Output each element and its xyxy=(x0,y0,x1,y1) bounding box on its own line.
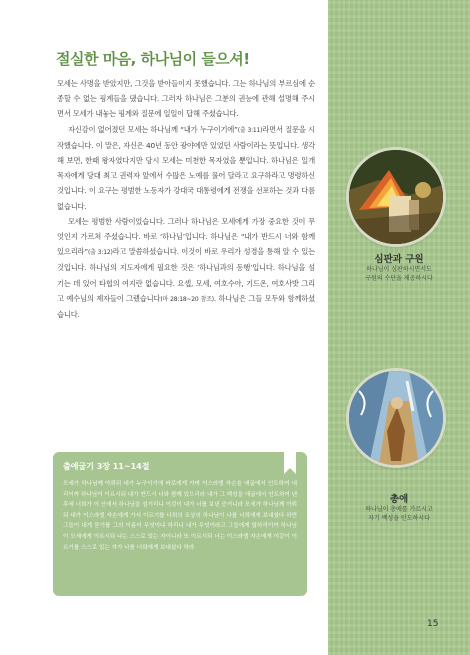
favor-medallion-image xyxy=(349,371,443,465)
scripture-ref: (출 3:11) xyxy=(237,126,263,134)
paragraph-1-text: 모세는 사명을 받았지만, 그것을 받아들이지 못했습니다. 그는 하나님의 부르심에 순종할 수 없는 핑계들을 댔습니다. 그러자 하나님은 그분의 권능에 관해 설명해 주시면서 모세가 내놓는 핑계와 질문에 일일이 답해 주셨습니다. xyxy=(57,79,315,119)
paragraph-3 xyxy=(57,214,315,322)
paragraph-2-rest: 라면서 질문을 시작했습니다. 이 말은, 자신은 40년 동안 광야에만 있었던 사람이라는 뜻입니다. 생각해 보면, 한때 왕자였다지만 당시 모세는 미천한 목자였을 뿐입니다. 하나님은 일개 목자에게 당대 최고 권력자 앞에서 수많은 노예를 풀어 달라고 요구하라고 명령하신 것입니다. 이 요구는 평범한 노동자가 강대국 대통령에게 전쟁을 선포하는 것과 다름없습니다. xyxy=(57,124,315,211)
caption-2-title: 총애 xyxy=(389,494,409,505)
paragraph-1 xyxy=(57,76,315,122)
quote-text: 모세가 하나님께 아뢰되 내가 누구이기에 바로에게 가며 이스라엘 자손을 애굽에서 인도하여 내리이까 하나님이 이르시되 내가 반드시 너와 함께 있으리라 내가 그 백성을 애굽에서 인도하여 낸 후에 너희가 이 산에서 하나님을 섬기리니 이것이 내가 너를 보낸 증거니라 모세가 하나님께 아뢰되 내가 이스라엘 자손에게 가서 이르기를 너희의 조상의 하나님이 나를 너희에게 보내셨다 하면 그들이 내게 묻기를 그의 이름이 무엇이냐 하리니 내가 무엇이라고 그들에게 말하리이까 하나님이 모세에게 이르시되 나는 스스로 있는 자이니라 또 이르시되 너는 이스라엘 자손에게 이같이 이르기를 스스로 있는 자가 나를 너희에게 보내셨다 하라 xyxy=(63,481,297,551)
scripture-ref: (출 3:12) xyxy=(87,249,113,257)
paragraph-2-text: 자신감이 없어졌던 모세는 하나님께 “내가 누구이기에” xyxy=(67,124,238,134)
fire-illustration-icon xyxy=(349,150,443,244)
caption-1-subtitle xyxy=(328,266,470,283)
page-heading: 절실한 마음, 하나님이 들으셔! xyxy=(56,50,250,68)
caption-2-line-2: 자기 백성을 인도하시다 xyxy=(368,514,430,522)
parting-sea-illustration-icon xyxy=(349,371,443,465)
caption-1-line-1: 하나님이 심판하시면서도 xyxy=(366,266,432,273)
scripture-ref: (마 28:18~20 참조) xyxy=(160,295,214,303)
paragraph-3-text: 모세는 평범한 사람이었습니다. 그러나 하나님은 모세에게 가장 중요한 것이 무엇인지 가르쳐 주셨습니다. 바로 ‘하나님’입니다. 하나님은 “내가 반드시 너와 함께 있으리라” xyxy=(57,216,315,257)
quote-title: 출애굽기 3장 11~14절 xyxy=(63,462,150,471)
paragraph-3-end: . 하나님은 그들 모두와 함께하셨습니다. xyxy=(57,293,316,320)
paragraph-3-rest: 라고 말씀하셨습니다. 이것이 바로 우리가 성경을 통해 알 수 있는 것입니다. 하나님의 지도자에게 필요한 것은 ‘하나님과의 동행’입니다. 하나님을 섬기는 데 있어 타협의 여지란 없습니다. 요셉, 모세, 여호수아, 기드온, 여호사밧 그리고 예수님의 제자들이 그랬습니다 xyxy=(57,247,315,303)
page-number: 15 xyxy=(427,619,439,629)
bookmark-icon xyxy=(284,452,296,474)
judgment-medallion-image xyxy=(349,150,443,244)
caption-1-title: 심판과 구원 xyxy=(374,254,424,265)
caption-2-line-1: 하나님이 총애를 가르시고 xyxy=(365,506,433,513)
scripture-quote-box xyxy=(53,452,307,596)
body-text xyxy=(57,76,315,322)
caption-2-subtitle xyxy=(328,506,470,523)
caption-1-line-2: 구원의 수단을 제공하시다 xyxy=(365,274,433,282)
paragraph-2 xyxy=(57,122,315,214)
sidebar xyxy=(328,0,470,655)
